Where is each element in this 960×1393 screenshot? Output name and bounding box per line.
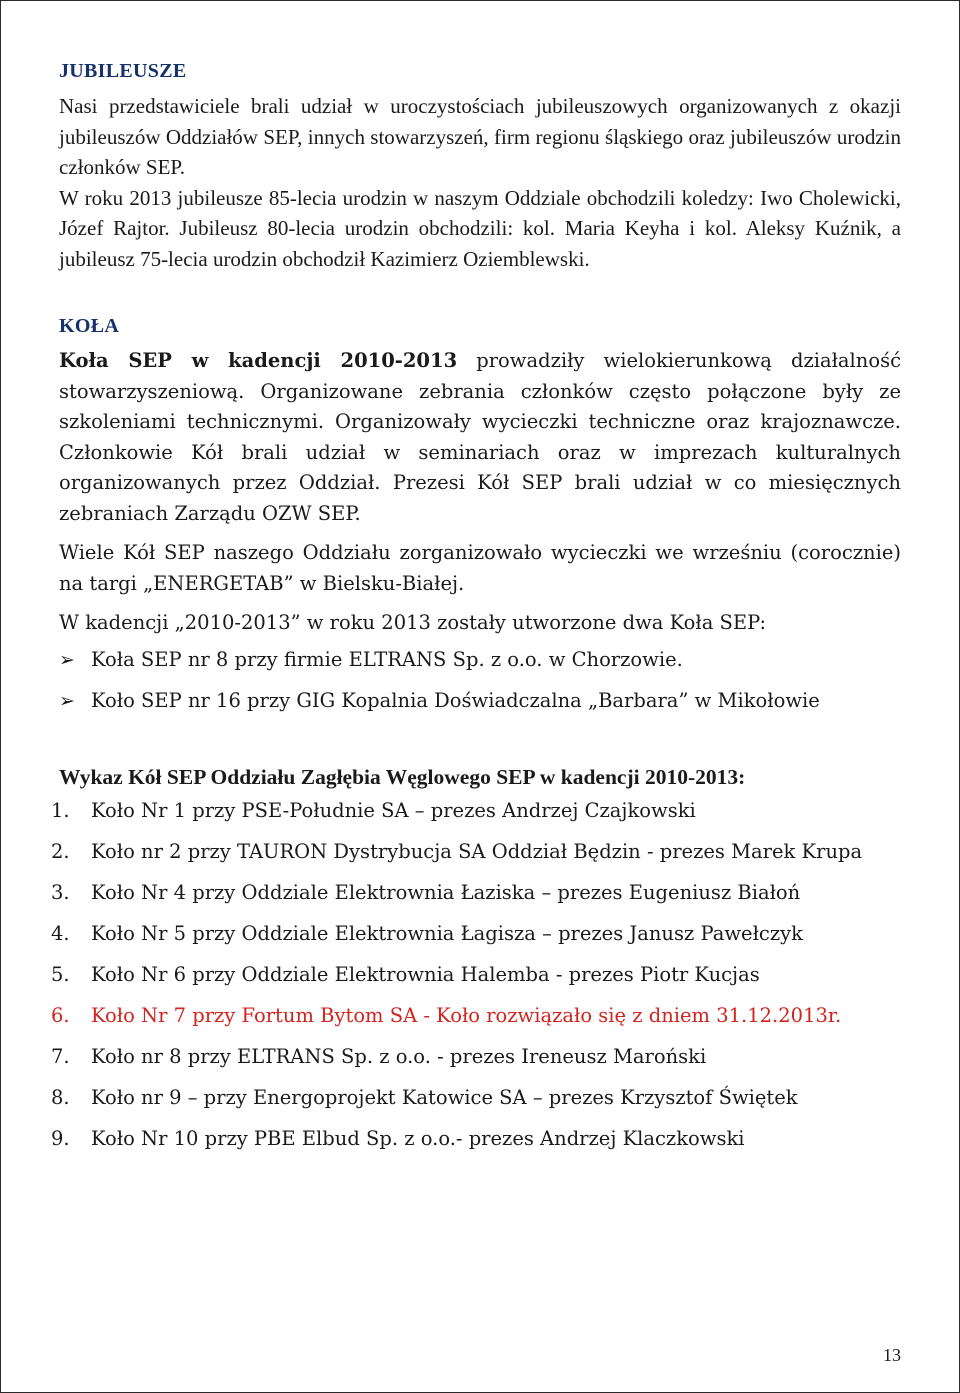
list-item xyxy=(51,837,901,868)
item-text: Koło Nr 5 przy Oddziale Elektrownia Łagisza – prezes Janusz Pawełczyk xyxy=(91,921,803,945)
new-kola-list xyxy=(59,645,901,717)
kola-intro-rest: prowadziły wielokierunkową działalność stowarzyszeniową. Organizowane zebrania członków często połączone były ze szkoleniami technicznymi. Organizowały wycieczki techniczne oraz krajoznawcze. Członkowie Kół brali udział w seminariach oraz w imprezach kulturalnych organizowanych przez Oddział. Prezesi Kół SEP brali udział w co miesięcznych zebraniach Zarządu OZW SEP. xyxy=(59,349,901,525)
item-number: 5. xyxy=(51,962,70,986)
item-text: Koło Nr 6 przy Oddziale Elektrownia Halemba - prezes Piotr Kucjas xyxy=(91,962,760,986)
item-text: Koło Nr 4 przy Oddziale Elektrownia Łaziska – prezes Eugeniusz Białoń xyxy=(91,880,801,904)
list-item xyxy=(51,878,901,909)
list-item xyxy=(51,1124,901,1155)
item-text: Koło nr 9 – przy Energoprojekt Katowice SA – prezes Krzysztof Świętek xyxy=(91,1085,798,1109)
item-number: 7. xyxy=(51,1044,70,1068)
item-text: Koło Nr 7 przy Fortum Bytom SA - Koło rozwiązało się z dniem 31.12.2013r. xyxy=(91,1003,842,1027)
list-item xyxy=(51,919,901,950)
list-item xyxy=(51,1042,901,1073)
item-number: 8. xyxy=(51,1085,70,1109)
item-text: Koło Nr 10 przy PBE Elbud Sp. z o.o.- prezes Andrzej Klaczkowski xyxy=(91,1126,745,1150)
item-number: 4. xyxy=(51,921,70,945)
kola-paragraph-3: W kadencji „2010-2013” w roku 2013 zostały utworzone dwa Koła SEP: xyxy=(59,611,767,634)
item-number: 9. xyxy=(51,1126,70,1150)
wykaz-title: Wykaz Kół SEP Oddziału Zagłębia Węglowego SEP w kadencji 2010-2013: xyxy=(59,764,746,789)
kola-paragraph-2: Wiele Kół SEP naszego Oddziału zorganizowało wycieczki we wrześniu (corocznie) na targi „ENERGETAB” w Bielsku-Białej. xyxy=(59,541,901,595)
item-text: Koło Nr 1 przy PSE-Południe SA – prezes Andrzej Czajkowski xyxy=(91,798,696,822)
kola-intro-bold: Koła SEP w kadencji 2010-2013 xyxy=(59,349,458,372)
page-content xyxy=(51,57,901,1165)
item-number: 1. xyxy=(51,798,70,822)
item-text: Koło nr 2 przy TAURON Dystrybucja SA Oddział Będzin - prezes Marek Krupa xyxy=(91,839,863,863)
list-item xyxy=(51,1083,901,1114)
bullet-text: Koła SEP nr 8 przy firmie ELTRANS Sp. z o.o. w Chorzowie. xyxy=(91,647,683,671)
item-number: 3. xyxy=(51,880,70,904)
list-item xyxy=(59,686,901,717)
arrow-bullet-icon: ➢ xyxy=(59,648,75,671)
section-title-kola: KOŁA xyxy=(59,315,120,337)
jubileusze-paragraph-2: W roku 2013 jubileusze 85-lecia urodzin w naszym Oddziale obchodzili koledzy: Iwo Cholewicki, Józef Rajtor. Jubileusz 80-lecia urodzin obchodzili: kol. Maria Keyha i kol. Aleksy Kuźnik, a jubileusz 75-lecia urodzin obchodził Kazimierz Oziemblewski. xyxy=(59,185,901,271)
list-item xyxy=(59,645,901,676)
item-text: Koło nr 8 przy ELTRANS Sp. z o.o. - prezes Ireneusz Maroński xyxy=(91,1044,707,1068)
arrow-bullet-icon: ➢ xyxy=(59,690,75,712)
section-title-jubileusze: JUBILEUSZE xyxy=(59,60,187,82)
list-item xyxy=(51,960,901,991)
jubileusze-paragraph-1: Nasi przedstawiciele brali udział w uroczystościach jubileuszowych organizowanych z okazji jubileuszów Oddziałów SEP, innych stowarzyszeń, firm regionu śląskiego oraz jubileuszów urodzin członków SEP. xyxy=(59,94,901,179)
item-number: 2. xyxy=(51,839,70,863)
list-item xyxy=(51,796,901,827)
wykaz-list xyxy=(51,796,901,1155)
page-number: 13 xyxy=(883,1345,901,1365)
bullet-text: Koło SEP nr 16 przy GIG Kopalnia Doświadczalna „Barbara” w Mikołowie xyxy=(91,689,820,712)
item-number: 6. xyxy=(51,1003,70,1027)
list-item-dissolved xyxy=(51,1001,901,1032)
kola-paragraph-1 xyxy=(59,346,901,529)
